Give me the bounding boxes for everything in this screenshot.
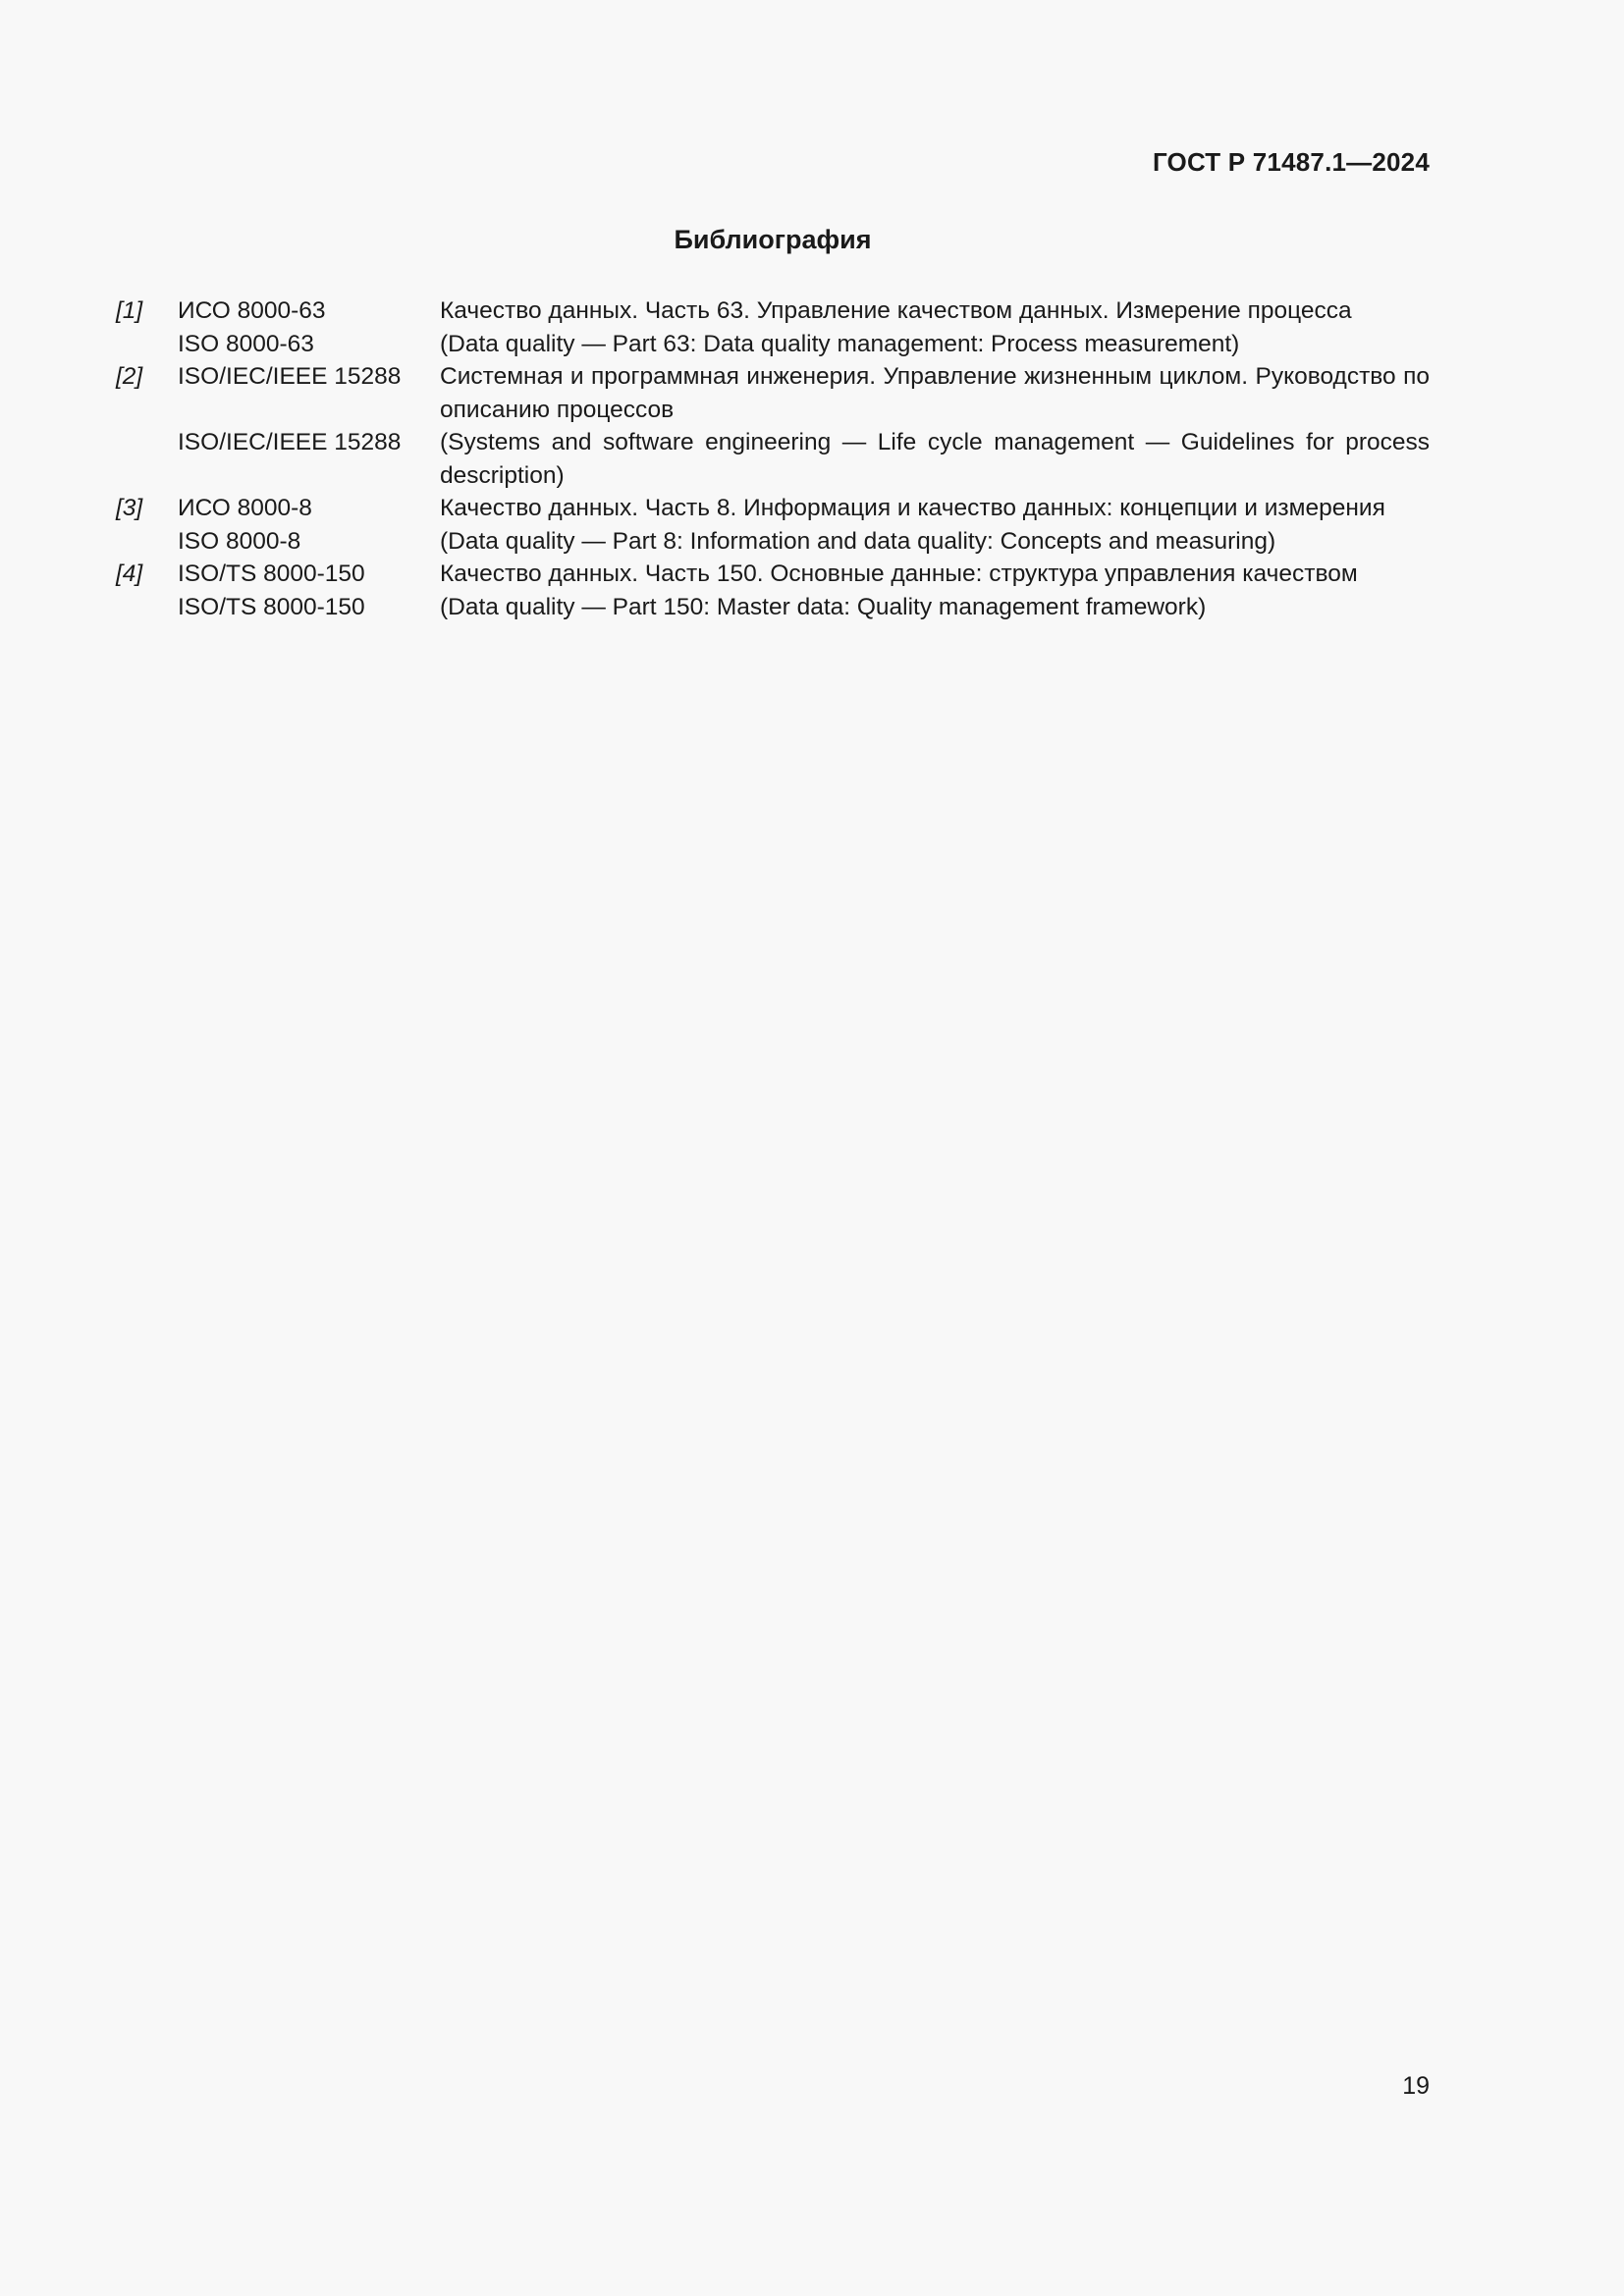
standard-code: ISO/TS 8000-150 xyxy=(178,561,365,587)
entry-number: [2] xyxy=(116,363,143,390)
entry-line xyxy=(116,328,1430,361)
entry-line xyxy=(116,492,1430,525)
section-title: Библиография xyxy=(674,225,872,254)
entry-line xyxy=(116,558,1430,591)
standard-title: (Data quality — Part 63: Data quality management: Process measurement) xyxy=(440,330,1240,357)
standard-title: Качество данных. Часть 63. Управление качеством данных. Измерение процесса xyxy=(440,297,1352,324)
standard-code: ИСО 8000-8 xyxy=(178,495,312,521)
standard-code: ISO 8000-63 xyxy=(178,330,314,357)
standard-title: Качество данных. Часть 8. Информация и качество данных: концепции и измерения xyxy=(440,495,1385,521)
entry-line xyxy=(116,525,1430,559)
standard-code: ISO/TS 8000-150 xyxy=(178,593,365,620)
entry-number: [3] xyxy=(116,495,143,521)
entry-line xyxy=(116,426,1430,492)
bibliography-entry xyxy=(116,492,1430,558)
standard-code: ISO/IEC/IEEE 15288 xyxy=(178,363,402,390)
standard-title: Качество данных. Часть 150. Основные данные: структура управления качеством xyxy=(440,561,1358,587)
standard-title: (Systems and software engineering — Life cycle management — Guidelines for process description) xyxy=(440,429,1430,489)
bibliography-entry xyxy=(116,294,1430,360)
standard-title: (Data quality — Part 150: Master data: Quality management framework) xyxy=(440,593,1207,620)
bibliography-entry xyxy=(116,558,1430,623)
entry-number: [1] xyxy=(116,297,143,324)
entry-line xyxy=(116,294,1430,328)
page-number: 19 xyxy=(1402,2072,1430,2100)
entry-line xyxy=(116,591,1430,624)
standard-code: ИСО 8000-63 xyxy=(178,297,326,324)
bibliography-list xyxy=(116,294,1430,623)
standard-title: (Data quality — Part 8: Information and data quality: Concepts and measuring) xyxy=(440,527,1276,555)
standard-code: ISO 8000-8 xyxy=(178,527,301,555)
entry-number: [4] xyxy=(116,561,143,587)
entry-line xyxy=(116,360,1430,426)
standard-code: ISO/IEC/IEEE 15288 xyxy=(178,429,402,455)
standard-designation: ГОСТ Р 71487.1—2024 xyxy=(1152,147,1430,177)
bibliography-entry xyxy=(116,360,1430,492)
standard-title: Системная и программная инженерия. Управление жизненным циклом. Руководство по описанию процессов xyxy=(440,363,1430,423)
